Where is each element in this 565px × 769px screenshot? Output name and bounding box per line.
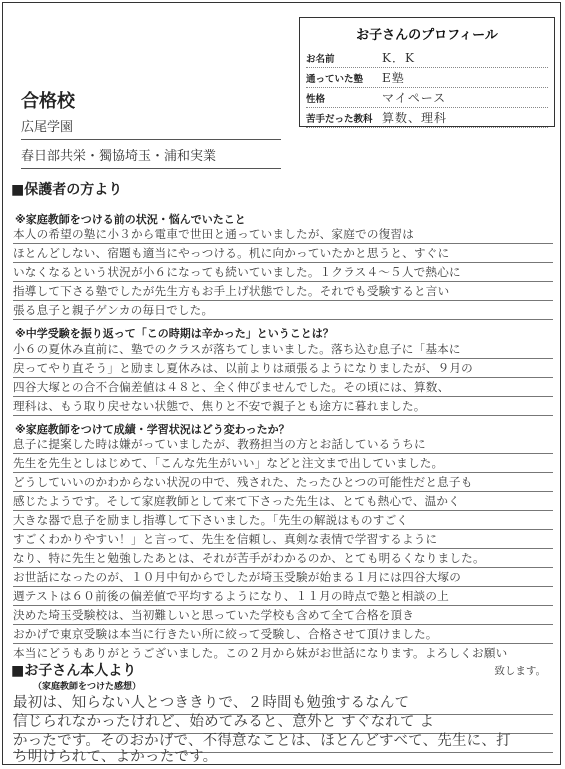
profile-row-weak-subjects (306, 108, 548, 128)
handwritten-line: 本人の希望の塾に小３から電車で世田と通っていましたが、家庭での復習は (13, 225, 553, 244)
handwritten-line: 大きな器で息子を励まし指導して下さいました。「先生の解説はものすごく (13, 511, 553, 530)
handwritten-line: 先生を先生としはじめて、「こんな先生がいい」などと注文まで出していました。 (13, 454, 553, 473)
school-line-2: 春日部共栄・獨協埼玉・浦和実業 (21, 146, 281, 169)
profile-box (299, 17, 555, 127)
profile-row-personality (306, 88, 548, 108)
profile-value: E塾 (382, 71, 405, 85)
handwritten-line: おかげで東京受験は本当に行きたい所に絞って受験し、合格させて頂けました。 (13, 625, 553, 644)
handwritten-line: いなくなるという状況が小６になっても続いていました。１クラス４〜５人で熱心に (13, 263, 553, 282)
school-title: 合格校 (21, 91, 75, 112)
profile-value: マイペース (382, 91, 447, 105)
handwritten-line: 張る息子と親子ゲンカの毎日でした。 (13, 301, 553, 320)
section-heading-before: ※家庭教師をつける前の状況・悩んでいたこと (15, 213, 246, 226)
handwritten-line: 息子に提案した時は嫌がっていましたが、教務担当の方とお話しているうちに (13, 435, 553, 454)
handwritten-line: 決めた埼玉受験校は、当初難しいと思っていた学校も含めて全て合格を頂き (13, 606, 553, 625)
handwritten-tail: 致します。 (494, 665, 546, 677)
child-handwritten-line: ち明けられて、よかったです。 (13, 749, 218, 765)
guardian-heading: ■保護者の方より (11, 182, 123, 198)
handwritten-line: ほとんどしない、宿題も適当にやっつける。机に向かっていたかと思うと、すぐに (13, 244, 553, 263)
handwritten-line: 感じたようです。そして家庭教師として来て下さった先生は、とても熱心で、温かく (13, 492, 553, 511)
child-handwritten-line: かったです。そのおかげで、不得意なことは、ほとんどすべて、先生に、打 (13, 729, 553, 753)
profile-row-school (306, 68, 548, 88)
testimonial-sheet (2, 2, 561, 765)
handwritten-line: 本当にどうもありがとうございました。この２月から妹がお世話になります。よろしくお願い (13, 646, 508, 660)
child-heading-text: ■お子さん本人より (11, 663, 137, 679)
profile-value: 算数、理科 (382, 111, 448, 125)
profile-label: 通っていた塾 (306, 74, 364, 85)
section-heading-changes: ※家庭教師をつけて成績・学習状況はどう変わったか？ (15, 423, 290, 436)
handwritten-line: どうしていいのかわからない状況の中で、残された、たったひとつの可能性だと息子も (13, 473, 553, 492)
profile-value: K．K (382, 51, 415, 65)
profile-label: 性格 (306, 94, 326, 105)
child-heading (11, 660, 136, 680)
handwritten-line: 戻ってやり直そう」と励まし夏休みは、以前よりは頑張るようになりましたが、９月の (13, 359, 553, 378)
school-line-1: 広尾学園 (21, 117, 281, 140)
profile-title: お子さんのプロフィール (356, 27, 498, 43)
child-handwritten-line: 最初は、知らない人とつききりで、２時間も勉強するなんて (13, 691, 553, 715)
handwritten-line: お世話になったのが、１０月中旬からでしたが埼玉受験が始まる１月には四谷大塚の (13, 568, 553, 587)
handwritten-line: 小６の夏休み直前に、塾でのクラスが落ちてしまいました。落ち込む息子に「基本に (13, 340, 553, 359)
handwritten-line: 理科は、もう取り戻せない状態で、焦りと不安で親子とも途方に暮れました。 (13, 397, 553, 416)
handwritten-line: すごくわかりやすい！」と言って、先生を信頼し、真剣な表情で学習するように (13, 530, 553, 549)
profile-row-name (306, 48, 548, 68)
handwritten-line: 指導して下さる塾でしたが先生方もお手上げ状態でした。それでも受験すると言い (13, 282, 553, 301)
profile-label: 苦手だった教科 (306, 114, 373, 125)
section-heading-hard-time: ※中学受験を振り返って「この時期は辛かった」ということは？ (15, 327, 334, 340)
child-handwritten-line: 信じられなかったけれど、始めてみると、意外と すぐなれて よ (13, 710, 553, 734)
handwritten-line: 週テストは６０前後の偏差値で平均するようになり、１１月の時点で塾と相談の上 (13, 587, 553, 606)
handwritten-line: 四谷大塚との合不合偏差値は４８と、全く伸びませんでした。その頃には、算数、 (13, 378, 553, 397)
handwritten-line: なり、特に先生と勉強したあとは、それが苦手がわかるのか、とても明るくなりました。 (13, 549, 553, 568)
child-note-text: （家庭教師をつけた感想） (33, 682, 142, 692)
profile-label: お名前 (306, 54, 335, 65)
